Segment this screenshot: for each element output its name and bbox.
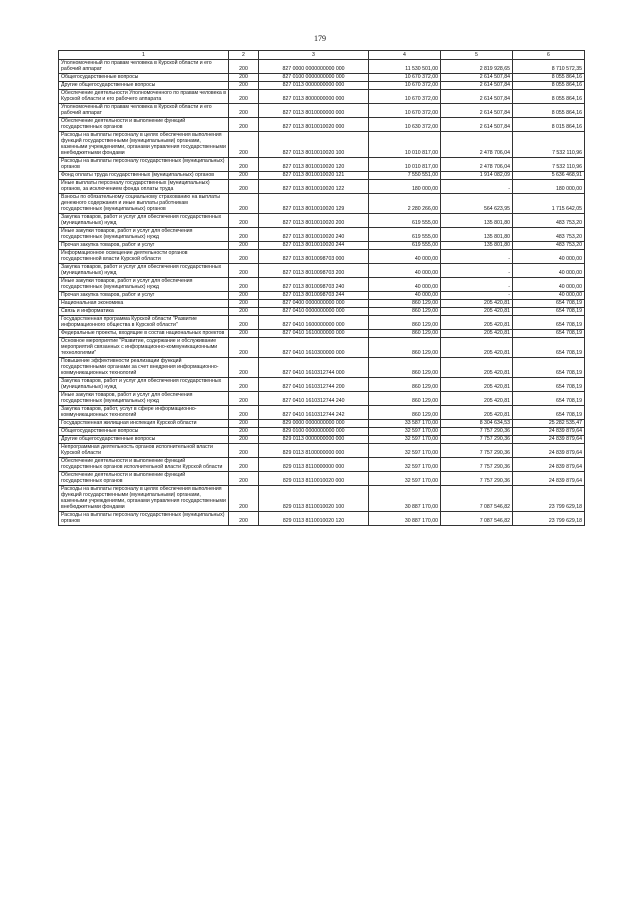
executed-amount-cell: 7 087 546,82 xyxy=(441,486,513,512)
row-name-cell: Закупка товаров, работ и услуг для обеспечения государственных (муниципальных) нужд xyxy=(59,378,229,392)
approved-amount-cell: 619 555,00 xyxy=(369,214,441,228)
budget-classification-code-cell: 827 0113 8010000000 000 xyxy=(259,104,369,118)
row-code-cell: 200 xyxy=(229,420,259,428)
column-header: 2 xyxy=(229,51,259,60)
unexecuted-amount-cell: 654 708,19 xyxy=(513,406,585,420)
unexecuted-amount-cell: 8 710 572,35 xyxy=(513,60,585,74)
budget-classification-code-cell: 827 0410 1610312744 200 xyxy=(259,378,369,392)
table-row xyxy=(59,436,585,444)
unexecuted-amount-cell: 25 282 535,47 xyxy=(513,420,585,428)
approved-amount-cell: 860 129,00 xyxy=(369,300,441,308)
row-name-cell: Другие общегосударственные вопросы xyxy=(59,82,229,90)
executed-amount-cell: 2 478 706,04 xyxy=(441,158,513,172)
approved-amount-cell: 10 670 372,00 xyxy=(369,82,441,90)
approved-amount-cell: 32 597 170,00 xyxy=(369,444,441,458)
row-code-cell: 200 xyxy=(229,436,259,444)
row-name-cell: Взносы по обязательному социальному страхованию на выплаты денежного содержания и иные выплаты работникам государственных (муниципальных) органов xyxy=(59,194,229,214)
row-name-cell: Расходы на выплаты персоналу в целях обеспечения выполнения функций государственными (муниципальными) органами, казенными учреждениями, органами управления государственными внебюджетными фондами xyxy=(59,486,229,512)
approved-amount-cell: 30 887 170,00 xyxy=(369,512,441,526)
unexecuted-amount-cell: 654 708,19 xyxy=(513,300,585,308)
row-name-cell: Общегосударственные вопросы xyxy=(59,428,229,436)
row-name-cell: Государственная жилищная инспекция Курской области xyxy=(59,420,229,428)
budget-classification-code-cell: 829 0100 0000000000 000 xyxy=(259,428,369,436)
budget-classification-code-cell: 827 0410 1610000000 000 xyxy=(259,330,369,338)
budget-classification-code-cell: 827 0113 8010098703 240 xyxy=(259,278,369,292)
row-code-cell: 200 xyxy=(229,118,259,132)
table-row xyxy=(59,214,585,228)
table-row xyxy=(59,60,585,74)
unexecuted-amount-cell: 654 708,19 xyxy=(513,338,585,358)
unexecuted-amount-cell: 483 753,20 xyxy=(513,228,585,242)
approved-amount-cell: 32 597 170,00 xyxy=(369,458,441,472)
budget-classification-code-cell: 827 0113 0000000000 000 xyxy=(259,82,369,90)
row-name-cell: Закупка товаров, работ и услуг для обеспечения государственных (муниципальных) нужд xyxy=(59,264,229,278)
row-name-cell: Обеспечение деятельности и выполнение функций государственных органов xyxy=(59,472,229,486)
table-row xyxy=(59,316,585,330)
executed-amount-cell: 135 801,80 xyxy=(441,228,513,242)
table-row xyxy=(59,392,585,406)
unexecuted-amount-cell: 654 708,19 xyxy=(513,308,585,316)
row-name-cell: Иные закупки товаров, работ и услуг для обеспечения государственных (муниципальных) нужд xyxy=(59,228,229,242)
row-name-cell: Закупка товаров, работ и услуг для обеспечения государственных (муниципальных) нужд xyxy=(59,214,229,228)
budget-classification-code-cell: 827 0410 0000000000 000 xyxy=(259,308,369,316)
budget-classification-code-cell: 827 0113 8010010020 122 xyxy=(259,180,369,194)
table-row xyxy=(59,358,585,378)
table-row xyxy=(59,74,585,82)
row-code-cell: 200 xyxy=(229,194,259,214)
approved-amount-cell: 40 000,00 xyxy=(369,292,441,300)
unexecuted-amount-cell: 24 839 879,64 xyxy=(513,444,585,458)
row-name-cell: Национальная экономика xyxy=(59,300,229,308)
unexecuted-amount-cell: 40 000,00 xyxy=(513,292,585,300)
executed-amount-cell: 205 420,81 xyxy=(441,308,513,316)
approved-amount-cell: 10 670 372,00 xyxy=(369,104,441,118)
executed-amount-cell: 205 420,81 xyxy=(441,378,513,392)
unexecuted-amount-cell: 24 839 879,64 xyxy=(513,428,585,436)
table-row xyxy=(59,406,585,420)
executed-amount-cell: 205 420,81 xyxy=(441,316,513,330)
executed-amount-cell: 2 614 507,84 xyxy=(441,82,513,90)
executed-amount-cell: 2 614 507,84 xyxy=(441,74,513,82)
budget-classification-code-cell: 827 0410 1600000000 000 xyxy=(259,316,369,330)
table-row xyxy=(59,228,585,242)
approved-amount-cell: 619 555,00 xyxy=(369,228,441,242)
unexecuted-amount-cell: 8 015 864,16 xyxy=(513,118,585,132)
budget-classification-code-cell: 827 0113 8010010020 120 xyxy=(259,158,369,172)
executed-amount-cell: 205 420,81 xyxy=(441,338,513,358)
row-name-cell: Обеспечение деятельности и выполнение функций государственных органов xyxy=(59,118,229,132)
budget-classification-code-cell: 827 0410 1610312744 242 xyxy=(259,406,369,420)
executed-amount-cell: 205 420,81 xyxy=(441,406,513,420)
row-name-cell: Закупка товаров, работ, услуг в сфере информационно-коммуникационных технологий xyxy=(59,406,229,420)
unexecuted-amount-cell: 654 708,19 xyxy=(513,330,585,338)
row-code-cell: 200 xyxy=(229,278,259,292)
approved-amount-cell: 860 129,00 xyxy=(369,392,441,406)
budget-classification-code-cell: 829 0113 8100000000 000 xyxy=(259,444,369,458)
table-row xyxy=(59,82,585,90)
budget-classification-code-cell: 829 0113 0000000000 000 xyxy=(259,436,369,444)
table-row xyxy=(59,428,585,436)
approved-amount-cell: 860 129,00 xyxy=(369,338,441,358)
approved-amount-cell: 10 670 372,00 xyxy=(369,74,441,82)
unexecuted-amount-cell: 40 000,00 xyxy=(513,264,585,278)
row-name-cell: Уполномоченный по правам человека в Курской области и его рабочий аппарат xyxy=(59,104,229,118)
row-code-cell: 200 xyxy=(229,214,259,228)
approved-amount-cell: 32 597 170,00 xyxy=(369,472,441,486)
column-header: 1 xyxy=(59,51,229,60)
row-code-cell: 200 xyxy=(229,472,259,486)
row-name-cell: Фонд оплаты труда государственных (муниципальных) органов xyxy=(59,172,229,180)
table-row xyxy=(59,330,585,338)
table-row xyxy=(59,444,585,458)
row-code-cell: 200 xyxy=(229,292,259,300)
unexecuted-amount-cell: 7 532 110,96 xyxy=(513,158,585,172)
executed-amount-cell: 7 757 290,36 xyxy=(441,428,513,436)
row-code-cell: 200 xyxy=(229,300,259,308)
unexecuted-amount-cell: 180 000,00 xyxy=(513,180,585,194)
row-name-cell: Основное мероприятие "Развитие, содержание и обслуживание мероприятий связанных с информационно-коммуникационными технологиями" xyxy=(59,338,229,358)
column-header: 3 xyxy=(259,51,369,60)
row-name-cell: Иные выплаты персоналу государственных (муниципальных) органов, за исключением фонда оплаты труда xyxy=(59,180,229,194)
approved-amount-cell: 860 129,00 xyxy=(369,330,441,338)
row-name-cell: Связь и информатика xyxy=(59,308,229,316)
unexecuted-amount-cell: 7 532 110,96 xyxy=(513,132,585,158)
row-code-cell: 200 xyxy=(229,90,259,104)
approved-amount-cell: 40 000,00 xyxy=(369,264,441,278)
row-name-cell: Расходы на выплаты персоналу государственных (муниципальных) органов xyxy=(59,512,229,526)
column-header: 6 xyxy=(513,51,585,60)
budget-classification-code-cell: 827 0410 1610312744 240 xyxy=(259,392,369,406)
unexecuted-amount-cell: 24 839 879,64 xyxy=(513,458,585,472)
unexecuted-amount-cell: 1 715 642,05 xyxy=(513,194,585,214)
table-row xyxy=(59,118,585,132)
unexecuted-amount-cell: 8 055 864,16 xyxy=(513,90,585,104)
table-row xyxy=(59,172,585,180)
row-name-cell: Общегосударственные вопросы xyxy=(59,74,229,82)
unexecuted-amount-cell: 40 000,00 xyxy=(513,250,585,264)
executed-amount-cell: 7 757 290,36 xyxy=(441,444,513,458)
table-row xyxy=(59,472,585,486)
approved-amount-cell: 860 129,00 xyxy=(369,406,441,420)
executed-amount-cell: - xyxy=(441,180,513,194)
budget-classification-code-cell: 827 0113 8010010020 100 xyxy=(259,132,369,158)
unexecuted-amount-cell: 483 753,20 xyxy=(513,214,585,228)
table-row xyxy=(59,278,585,292)
executed-amount-cell: 2 614 507,84 xyxy=(441,104,513,118)
table-row xyxy=(59,180,585,194)
executed-amount-cell: 205 420,81 xyxy=(441,392,513,406)
row-code-cell: 200 xyxy=(229,392,259,406)
table-row xyxy=(59,308,585,316)
unexecuted-amount-cell: 23 799 629,18 xyxy=(513,486,585,512)
executed-amount-cell: 2 614 507,84 xyxy=(441,90,513,104)
budget-classification-code-cell: 827 0000 0000000000 000 xyxy=(259,60,369,74)
table-row xyxy=(59,158,585,172)
approved-amount-cell: 2 280 266,00 xyxy=(369,194,441,214)
row-code-cell: 200 xyxy=(229,378,259,392)
unexecuted-amount-cell: 654 708,19 xyxy=(513,358,585,378)
row-name-cell: Уполномоченный по правам человека в Курской области и его рабочий аппарат xyxy=(59,60,229,74)
table-header-row xyxy=(59,51,585,60)
table-row xyxy=(59,292,585,300)
row-name-cell: Расходы на выплаты персоналу государственных (муниципальных) органов xyxy=(59,158,229,172)
executed-amount-cell: 205 420,81 xyxy=(441,330,513,338)
budget-classification-code-cell: 827 0113 8010098703 000 xyxy=(259,250,369,264)
budget-classification-code-cell: 827 0113 8010098703 200 xyxy=(259,264,369,278)
unexecuted-amount-cell: 24 839 879,64 xyxy=(513,436,585,444)
executed-amount-cell: - xyxy=(441,264,513,278)
budget-classification-code-cell: 829 0000 0000000000 000 xyxy=(259,420,369,428)
row-code-cell: 200 xyxy=(229,458,259,472)
row-code-cell: 200 xyxy=(229,158,259,172)
approved-amount-cell: 619 555,00 xyxy=(369,242,441,250)
row-name-cell: Информационное освещение деятельности органов государственной власти Курской области xyxy=(59,250,229,264)
executed-amount-cell: 7 757 290,36 xyxy=(441,472,513,486)
executed-amount-cell: 2 478 706,04 xyxy=(441,132,513,158)
unexecuted-amount-cell: 654 708,19 xyxy=(513,316,585,330)
row-code-cell: 200 xyxy=(229,242,259,250)
approved-amount-cell: 860 129,00 xyxy=(369,308,441,316)
table-row xyxy=(59,458,585,472)
approved-amount-cell: 10 010 817,00 xyxy=(369,132,441,158)
executed-amount-cell: 7 757 290,36 xyxy=(441,458,513,472)
unexecuted-amount-cell: 40 000,00 xyxy=(513,278,585,292)
approved-amount-cell: 33 587 170,00 xyxy=(369,420,441,428)
row-name-cell: Непрограммная деятельность органов исполнительной власти Курской области xyxy=(59,444,229,458)
budget-classification-code-cell: 827 0410 1610300000 000 xyxy=(259,338,369,358)
row-code-cell: 200 xyxy=(229,132,259,158)
approved-amount-cell: 32 597 170,00 xyxy=(369,428,441,436)
executed-amount-cell: 205 420,81 xyxy=(441,358,513,378)
row-code-cell: 200 xyxy=(229,82,259,90)
budget-classification-code-cell: 827 0113 8010010020 240 xyxy=(259,228,369,242)
table-row xyxy=(59,264,585,278)
budget-classification-code-cell: 827 0113 8010010020 200 xyxy=(259,214,369,228)
unexecuted-amount-cell: 8 055 864,16 xyxy=(513,104,585,118)
row-code-cell: 200 xyxy=(229,406,259,420)
executed-amount-cell: 7 087 546,82 xyxy=(441,512,513,526)
table-row xyxy=(59,486,585,512)
row-code-cell: 200 xyxy=(229,228,259,242)
budget-classification-code-cell: 829 0113 8110000000 000 xyxy=(259,458,369,472)
row-name-cell: Иные закупки товаров, работ и услуг для обеспечения государственных (муниципальных) нужд xyxy=(59,392,229,406)
row-name-cell: Прочая закупка товаров, работ и услуг xyxy=(59,242,229,250)
row-name-cell: Повышение эффективности реализации функций государственными органами за счет внедрения информационно-коммуникационных технологий xyxy=(59,358,229,378)
approved-amount-cell: 11 530 501,00 xyxy=(369,60,441,74)
table-row xyxy=(59,194,585,214)
executed-amount-cell: 2 614 507,84 xyxy=(441,118,513,132)
unexecuted-amount-cell: 23 799 629,18 xyxy=(513,512,585,526)
budget-classification-code-cell: 829 0113 8110010020 000 xyxy=(259,472,369,486)
approved-amount-cell: 860 129,00 xyxy=(369,358,441,378)
executed-amount-cell: 205 420,81 xyxy=(441,300,513,308)
table-body xyxy=(59,51,585,526)
row-code-cell: 200 xyxy=(229,172,259,180)
unexecuted-amount-cell: 24 839 879,64 xyxy=(513,472,585,486)
executed-amount-cell: 135 801,80 xyxy=(441,214,513,228)
row-code-cell: 200 xyxy=(229,338,259,358)
row-code-cell: 200 xyxy=(229,308,259,316)
unexecuted-amount-cell: 654 708,19 xyxy=(513,392,585,406)
approved-amount-cell: 10 670 372,00 xyxy=(369,90,441,104)
executed-amount-cell: 1 914 082,09 xyxy=(441,172,513,180)
executed-amount-cell: 7 757 290,36 xyxy=(441,436,513,444)
row-name-cell: Федеральные проекты, входящие в состав национальных проектов xyxy=(59,330,229,338)
column-header: 4 xyxy=(369,51,441,60)
table-row xyxy=(59,104,585,118)
approved-amount-cell: 860 129,00 xyxy=(369,378,441,392)
approved-amount-cell: 40 000,00 xyxy=(369,250,441,264)
column-header: 5 xyxy=(441,51,513,60)
table-row xyxy=(59,378,585,392)
row-name-cell: Другие общегосударственные вопросы xyxy=(59,436,229,444)
executed-amount-cell: 564 623,95 xyxy=(441,194,513,214)
budget-classification-code-cell: 827 0113 8000000000 000 xyxy=(259,90,369,104)
budget-classification-code-cell: 827 0100 0000000000 000 xyxy=(259,74,369,82)
budget-classification-code-cell: 827 0113 8010010020 000 xyxy=(259,118,369,132)
table-row xyxy=(59,512,585,526)
row-code-cell: 200 xyxy=(229,250,259,264)
row-code-cell: 200 xyxy=(229,74,259,82)
executed-amount-cell: - xyxy=(441,278,513,292)
table-row xyxy=(59,242,585,250)
table-row xyxy=(59,338,585,358)
unexecuted-amount-cell: 654 708,19 xyxy=(513,378,585,392)
approved-amount-cell: 30 887 170,00 xyxy=(369,486,441,512)
row-name-cell: Расходы на выплаты персоналу в целях обеспечения выполнения функций государственными (муниципальными) органами, казенными учреждениями, органами управления государственными внебюджетными фондами xyxy=(59,132,229,158)
approved-amount-cell: 7 550 551,00 xyxy=(369,172,441,180)
row-code-cell: 200 xyxy=(229,180,259,194)
table-row xyxy=(59,300,585,308)
approved-amount-cell: 10 630 372,00 xyxy=(369,118,441,132)
table-row xyxy=(59,132,585,158)
page-number: 179 xyxy=(314,34,326,43)
budget-classification-code-cell: 827 0113 8010098703 244 xyxy=(259,292,369,300)
row-code-cell: 200 xyxy=(229,486,259,512)
approved-amount-cell: 180 000,00 xyxy=(369,180,441,194)
row-name-cell: Иные закупки товаров, работ и услуг для обеспечения государственных (муниципальных) нужд xyxy=(59,278,229,292)
row-code-cell: 200 xyxy=(229,330,259,338)
table-row xyxy=(59,90,585,104)
approved-amount-cell: 860 129,00 xyxy=(369,316,441,330)
unexecuted-amount-cell: 8 055 864,16 xyxy=(513,74,585,82)
executed-amount-cell: 2 819 928,65 xyxy=(441,60,513,74)
budget-classification-code-cell: 827 0400 0000000000 000 xyxy=(259,300,369,308)
row-code-cell: 200 xyxy=(229,316,259,330)
row-code-cell: 200 xyxy=(229,512,259,526)
approved-amount-cell: 10 010 817,00 xyxy=(369,158,441,172)
row-name-cell: Обеспечение деятельности Уполномоченного по правам человека в Курской области и его рабочего аппарата xyxy=(59,90,229,104)
executed-amount-cell: - xyxy=(441,292,513,300)
approved-amount-cell: 32 597 170,00 xyxy=(369,436,441,444)
unexecuted-amount-cell: 5 636 468,91 xyxy=(513,172,585,180)
executed-amount-cell: 8 304 634,53 xyxy=(441,420,513,428)
executed-amount-cell: - xyxy=(441,250,513,264)
row-code-cell: 200 xyxy=(229,428,259,436)
row-code-cell: 200 xyxy=(229,104,259,118)
budget-classification-code-cell: 829 0113 8110010020 120 xyxy=(259,512,369,526)
row-code-cell: 200 xyxy=(229,264,259,278)
table-row xyxy=(59,420,585,428)
executed-amount-cell: 135 801,80 xyxy=(441,242,513,250)
approved-amount-cell: 40 000,00 xyxy=(369,278,441,292)
row-name-cell: Обеспечение деятельности и выполнение функций государственных органов исполнительной власти Курской области xyxy=(59,458,229,472)
budget-classification-code-cell: 827 0113 8010010020 244 xyxy=(259,242,369,250)
budget-classification-code-cell: 829 0113 8110010020 100 xyxy=(259,486,369,512)
budget-execution-table xyxy=(58,50,585,526)
budget-classification-code-cell: 827 0113 8010010020 129 xyxy=(259,194,369,214)
row-code-cell: 200 xyxy=(229,444,259,458)
budget-classification-code-cell: 827 0113 8010010020 121 xyxy=(259,172,369,180)
budget-classification-code-cell: 827 0410 1610312744 000 xyxy=(259,358,369,378)
row-name-cell: Прочая закупка товаров, работ и услуг xyxy=(59,292,229,300)
unexecuted-amount-cell: 8 055 864,16 xyxy=(513,82,585,90)
row-code-cell: 200 xyxy=(229,60,259,74)
unexecuted-amount-cell: 483 753,20 xyxy=(513,242,585,250)
table-row xyxy=(59,250,585,264)
row-name-cell: Государственная программа Курской области "Развитие информационного общества в Курской области" xyxy=(59,316,229,330)
row-code-cell: 200 xyxy=(229,358,259,378)
